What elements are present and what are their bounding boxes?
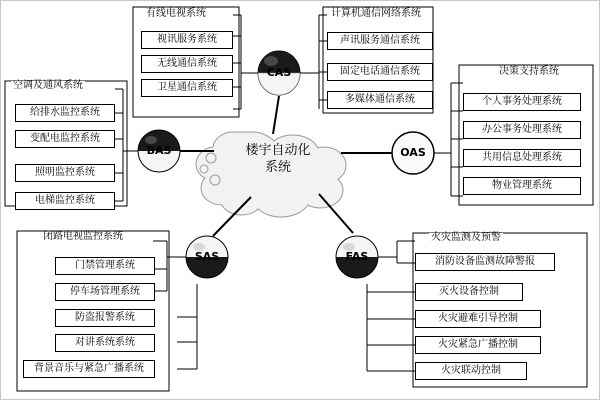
node-oas-4[interactable]: 物业管理系统 (463, 177, 581, 195)
node-cas-left-3[interactable]: 卫星通信系统 (141, 79, 233, 97)
hub-label (223, 142, 333, 176)
node-bas-1[interactable]: 给排水监控系统 (15, 104, 115, 122)
node-bas-2[interactable]: 变配电监控系统 (15, 130, 115, 148)
node-cas-right-1[interactable]: 声讯服务通信系统 (327, 32, 433, 50)
sphere-label-sas: SAS (194, 250, 220, 263)
node-sas-5[interactable]: 背景音乐与紧急广播系统 (23, 360, 155, 378)
node-cas-right-3[interactable]: 多媒体通信系统 (327, 91, 433, 109)
node-cas-right-2[interactable]: 固定电话通信系统 (327, 63, 433, 81)
sphere-label-bas: BAS (146, 144, 172, 157)
node-bas-4[interactable]: 电梯监控系统 (15, 192, 115, 210)
node-cas-left-1[interactable]: 视讯服务系统 (141, 31, 233, 49)
node-oas-1[interactable]: 个人事务处理系统 (463, 93, 581, 111)
hub-label-line1: 楼宇自动化 (245, 143, 311, 158)
sphere-label-cas: CAS (266, 66, 292, 79)
node-cas-left-2[interactable]: 无线通信系统 (141, 55, 233, 73)
node-fas-5[interactable]: 火灾联动控制 (415, 362, 527, 380)
node-sas-2[interactable]: 停车场管理系统 (55, 283, 155, 301)
node-fas-2[interactable]: 灭火设备控制 (415, 283, 523, 301)
group-title-sas: 闭路电视监控系统 (43, 231, 123, 242)
node-sas-3[interactable]: 防盗报警系统 (55, 309, 155, 327)
group-title-cas-right: 计算机通信网络系统 (331, 8, 421, 19)
node-bas-3[interactable]: 照明监控系统 (15, 164, 115, 182)
sphere-label-fas: FAS (345, 250, 369, 263)
node-sas-4[interactable]: 对讲系统系统 (55, 334, 155, 352)
node-oas-2[interactable]: 办公事务处理系统 (463, 121, 581, 139)
hub-label-line2: 系统 (264, 160, 291, 175)
node-fas-4[interactable]: 火灾紧急广播控制 (415, 336, 541, 354)
group-title-cas-left: 有线电视系统 (146, 8, 206, 19)
node-fas-1[interactable]: 消防设备监测故障警报 (415, 253, 555, 271)
group-title-oas: 决策支持系统 (499, 66, 559, 77)
node-oas-3[interactable]: 共用信息处理系统 (463, 149, 581, 167)
group-title-fas: 火灾监测及预警 (431, 232, 501, 243)
node-fas-3[interactable]: 火灾避难引导控制 (415, 310, 541, 328)
node-sas-1[interactable]: 门禁管理系统 (55, 257, 155, 275)
sphere-label-oas: OAS (400, 146, 426, 159)
group-title-bas: 空调及通风系统 (13, 80, 83, 91)
